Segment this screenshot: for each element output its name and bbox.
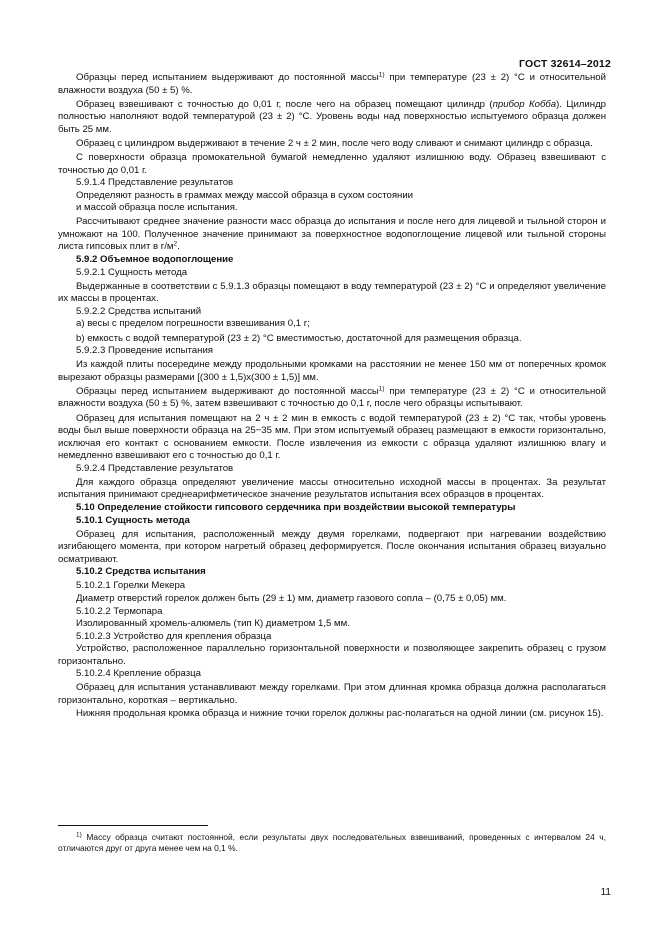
- paragraph-text: Из каждой плиты посередине между продольными кромками на расстоянии не менее 150 мм от поперечных кромок вырезают образцы размерами [(300 ± 1,5)х(300 ± 1,5)] мм.: [58, 359, 606, 383]
- paragraph: [58, 566, 606, 579]
- paragraph: [58, 515, 606, 528]
- paragraph: [58, 386, 606, 411]
- paragraph-text: Образец для испытания помещают на 2 ч ± 2 мин в емкость с водой температурой (23 ± 2) °С так, чтобы уровень воды был выше поверхности образца на 25−35 мм. При этом испытуемый образец размещают в емкости горизонтально, исключая его контакт с основанием емкости. После извлечения из емкости с образца удаляют излишнюю влагу и немедленно взвешивают его с точностью до 0,1 г.: [58, 412, 606, 462]
- paragraph-text: .: [177, 241, 180, 253]
- paragraph-text: 5.10 Определение стойкости гипсового сердечника при воздействии высокой температуры: [76, 501, 516, 513]
- paragraph-text: 5.10.1 Сущность метода: [76, 514, 190, 526]
- paragraph: [58, 359, 606, 384]
- paragraph-text: С поверхности образца промокательной бумагой немедленно удаляют излишнюю воду. Образец взвешивают с точностью до 0,01 г.: [58, 152, 606, 176]
- paragraph-text: Для каждого образца определяют увеличение массы относительно исходной массы в процентах. За результат испытания принимают среднеарифметическое значение результатов испытания всех образцов в процентах.: [58, 476, 606, 501]
- paragraph-text: 5.10.2.3 Устройство для крепления образца: [76, 630, 272, 642]
- paragraph-text: Образцы перед испытанием выдерживают до постоянной массы: [76, 385, 379, 397]
- paragraph: [58, 306, 606, 319]
- paragraph-text: 5.9.2 Объемное водопоглощение: [76, 254, 234, 266]
- paragraph-text: 5.10.2.2 Термопара: [76, 605, 163, 617]
- paragraph: [58, 502, 606, 515]
- paragraph: [58, 618, 606, 631]
- paragraph-text: 5.9.2.2 Средства испытаний: [76, 305, 202, 317]
- paragraph: [58, 593, 606, 606]
- paragraph-text: Рассчитывают среднее значение разности масс образца до испытания и после него для лицевой и тыльной сторон и умножают на 100. Полученное значение принимают за поверхностное водопоглощение лицевой или тыльной стороны листа гипсовых плит в г/м: [58, 216, 606, 253]
- paragraph: [58, 529, 606, 567]
- paragraph: [58, 708, 606, 721]
- paragraph: [58, 138, 606, 151]
- superscript: 2: [173, 240, 178, 248]
- paragraph-text: 5.10.2.1 Горелки Мекера: [76, 580, 186, 592]
- paragraph-text: при температуре (23 ± 2) °С и относительной влажности воздуха (50 ± 5) %, затем взвешивают с точностью до 0,1 г, после чего образцы испытывают.: [58, 385, 606, 410]
- paragraph-text: при температуре (23 ± 2) °С и относительной влажности воздуха (50 ± 5) %.: [58, 72, 606, 96]
- paragraph: [58, 318, 606, 331]
- paragraph: [58, 202, 606, 215]
- paragraph-text: 5.10.2.4 Крепление образца: [76, 668, 202, 680]
- paragraph-text: Образец для испытания, расположенный между двумя горелками, подвергают при нагревании воздействию изгибающего момента, при котором нагретый образец деформируется. После окончания испытания образец визуально осматривают.: [58, 528, 606, 565]
- paragraph: [58, 177, 606, 190]
- footnote-text: Массу образца считают постоянной, если результаты двух последовательных взвешиваний, проведенных с интервалом 24 ч, отличаются друг от друга менее чем на 0,1 %.: [58, 832, 606, 853]
- paragraph-text: 5.9.2.4 Представление результатов: [76, 462, 234, 474]
- paragraph-text: 5.9.1.4 Представление результатов: [76, 177, 234, 189]
- paragraph-text: Диаметр отверстий горелок должен быть (29 ± 1) мм, диаметр газового сопла – (0,75 ± 0,05) мм.: [76, 593, 507, 604]
- paragraph-text: а) весы с пределом погрешности взвешивания 0,1 г;: [76, 318, 310, 330]
- paragraph: [58, 267, 606, 280]
- paragraph: [58, 643, 606, 668]
- paragraph: [58, 606, 606, 619]
- paragraph: [58, 72, 606, 97]
- paragraph: [58, 477, 606, 502]
- paragraph-text: Нижняя продольная кромка образца и нижние точки горелок должны рас-полагаться на одной линии (см. рисунок 15).: [76, 707, 604, 719]
- paragraph-text: Образцы перед испытанием выдерживают до постоянной массы: [76, 72, 379, 83]
- paragraph-text: 5.9.2.1 Сущность метода: [76, 266, 188, 278]
- paragraph: [58, 99, 606, 137]
- paragraph: [58, 668, 606, 681]
- paragraph-text: Образец взвешивают с точностью до 0,01 г, после чего на образец помещают цилиндр (: [76, 98, 493, 110]
- paragraph-text: Устройство, расположенное параллельно горизонтальной поверхности и позволяющее закрепить образец с грузом горизонтально.: [58, 643, 606, 667]
- paragraph-text: и массой образца после испытания.: [76, 202, 238, 214]
- paragraph-text: b) емкость с водой температурой (23 ± 2) °С вместимостью, достаточной для размещения образца.: [76, 332, 522, 344]
- paragraph: [58, 413, 606, 463]
- paragraph: [58, 682, 606, 707]
- paragraph: [58, 152, 606, 177]
- paragraph-text: Образец для испытания устанавливают между горелками. При этом длинная кромка образца должна располагаться горизонтально, короткая – вертикально.: [58, 682, 606, 706]
- paragraph: [58, 631, 606, 644]
- paragraph-text: Определяют разность в граммах между массой образца в сухом состоянии: [76, 189, 414, 201]
- paragraph: [58, 580, 606, 593]
- footnote-separator: [58, 825, 208, 826]
- paragraph-text: 5.9.2.3 Проведение испытания: [76, 345, 213, 357]
- superscript: 1): [378, 385, 385, 393]
- document-body: [58, 72, 606, 720]
- italic-term: прибор Кобба: [492, 98, 557, 110]
- paragraph-text: Выдержанные в соответствии с 5.9.1.3 образцы помещают в воду температурой (23 ± 2) °С и определяют увеличение их массы в процентах.: [58, 280, 606, 305]
- paragraph: [58, 254, 606, 267]
- paragraph-text: ). Цилиндр полностью наполняют водой температурой (23 ± 2) °С. Уровень воды над поверхностью испытуемого образца должен быть 25 мм.: [58, 98, 606, 135]
- superscript: 1): [378, 71, 385, 79]
- paragraph: [58, 216, 606, 254]
- paragraph-text: Изолированный хромель-алюмель (тип К) диаметром 1,5 мм.: [76, 618, 350, 630]
- page-number: 11: [600, 887, 611, 898]
- paragraph: [58, 281, 606, 306]
- paragraph: [58, 345, 606, 358]
- paragraph-text: Образец с цилиндром выдерживают в течение 2 ч ± 2 мин, после чего воду сливают и снимают цилиндр с образца.: [76, 137, 593, 149]
- paragraph-text: 5.10.2 Средства испытания: [76, 566, 206, 578]
- footnote-marker: 1): [76, 831, 82, 839]
- standard-code-header: ГОСТ 32614–2012: [518, 58, 611, 70]
- footnote: [58, 832, 606, 854]
- paragraph: [58, 333, 606, 346]
- paragraph: [58, 190, 606, 203]
- paragraph: [58, 463, 606, 476]
